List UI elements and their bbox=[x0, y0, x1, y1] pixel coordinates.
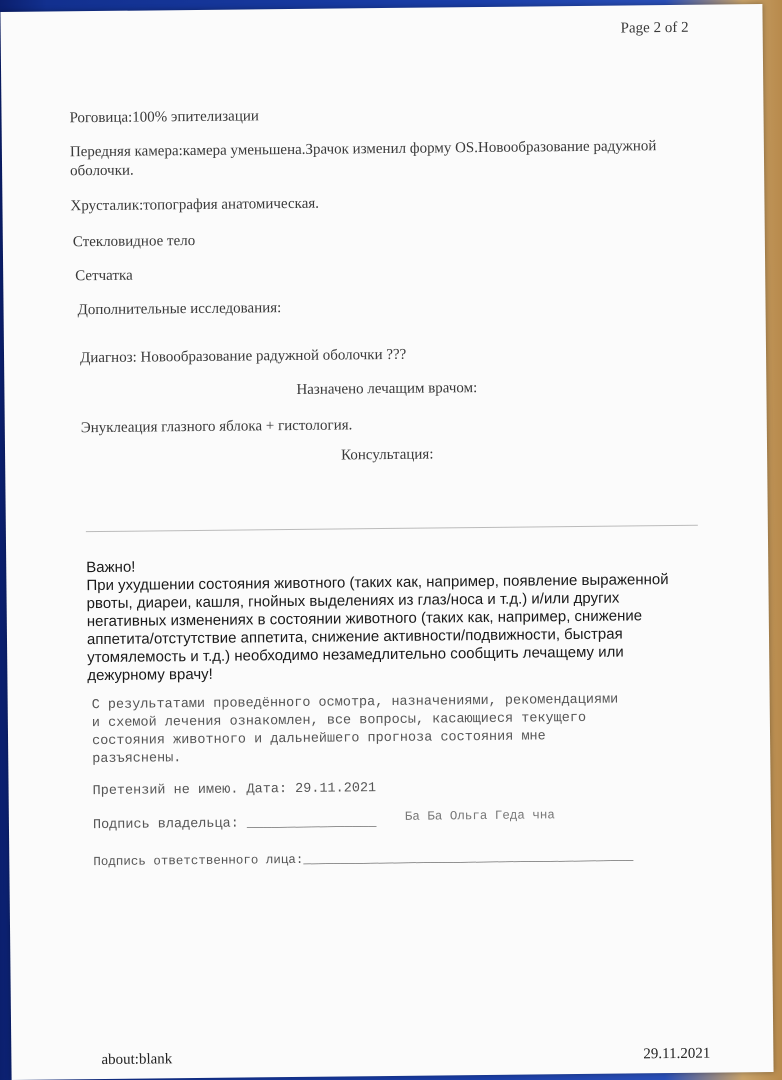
owner-signature-label: Подпись владельца: ________________ bbox=[92, 815, 377, 834]
important-line: При ухудшении состояния животного (таких как, например, появление выраженной bbox=[86, 571, 669, 595]
important-line: утомялемость и т.д.) необходимо незамедлительно сообщить лечащему или bbox=[87, 643, 624, 667]
lens-line: Хрусталик:топография анатомическая. bbox=[70, 195, 320, 215]
important-line: дежурному врачу! bbox=[87, 665, 213, 685]
footer-date: 29.11.2021 bbox=[643, 1045, 711, 1063]
important-line: рвоты, диареи, кашля, гнойных выделениях из глаз/носа и т.д.) и/или других bbox=[86, 589, 620, 613]
anterior-chamber-line-2: оболочки. bbox=[70, 162, 134, 180]
acknowledgement-line: состояния животного и дальнейшего прогноза состояния мне bbox=[91, 729, 546, 750]
responsible-signature-label: Подпись ответственного лица:____________________________________________ bbox=[93, 849, 634, 870]
cornea-line: Роговица:100% эпителизации bbox=[69, 108, 259, 127]
section-divider bbox=[86, 525, 698, 532]
vitreous-line: Стекловидное тело bbox=[72, 232, 196, 251]
additional-studies-line: Дополнительные исследования: bbox=[77, 300, 282, 319]
acknowledgement-line: С результатами проведённого осмотра, назначениями, рекомендациями bbox=[91, 692, 619, 714]
consultation-heading: Консультация: bbox=[341, 446, 434, 464]
diagnosis-line: Диагноз: Новообразование радужной оболочки ??? bbox=[79, 346, 407, 367]
acknowledgement-line: и схемой лечения ознакомлен, все вопросы, касающиеся текущего bbox=[91, 710, 587, 732]
footer-left: about:blank bbox=[101, 1051, 173, 1069]
retina-line: Сетчатка bbox=[75, 267, 133, 285]
acknowledgement-line: разъяснены. bbox=[92, 751, 182, 768]
important-line: негативных изменениях в состоянии животного (таких как, например, снижение bbox=[86, 607, 643, 631]
page-number: Page 2 of 2 bbox=[620, 19, 689, 37]
document-page bbox=[0, 4, 773, 1080]
anterior-chamber-line-1: Передняя камера:камера уменьшена.Зрачок изменил форму OS.Новообразование радужной bbox=[69, 138, 657, 161]
important-title: Важно! bbox=[86, 558, 136, 577]
prescription-line: Энуклеация глазного яблока + гистология. bbox=[80, 417, 353, 437]
important-line: аппетита/отстутствие аппетита, снижение активности/подвижности, быстрая bbox=[86, 625, 623, 649]
owner-signature-value: Ба Ба Ольга Геда чна bbox=[404, 808, 555, 824]
prescribed-heading: Назначено лечащим врачом: bbox=[296, 380, 478, 398]
no-claims-line: Претензий не имею. Дата: 29.11.2021 bbox=[92, 781, 377, 800]
